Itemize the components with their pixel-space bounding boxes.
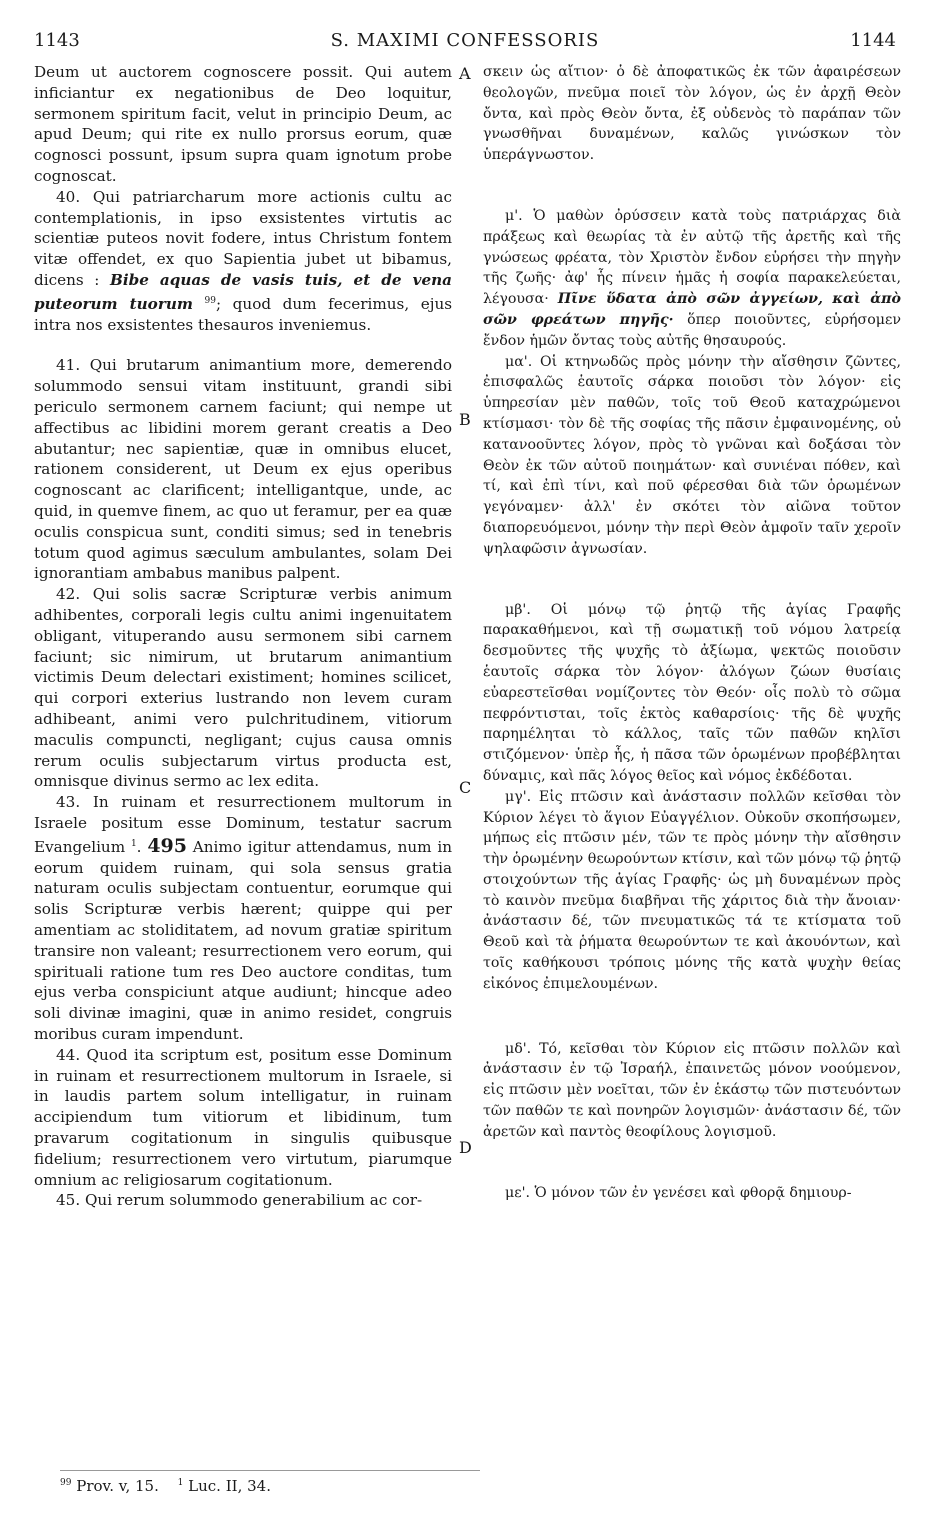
latin-43-text: 43. In ruinam et resurrectionem multorum in Israele positum esse Dominum, testatur sacrum Evangelium <box>34 793 452 856</box>
running-title: S. MAXIMI CONFESSORIS <box>330 30 600 51</box>
greek-paragraph-40 <box>483 206 901 352</box>
latin-40-text: 40. Qui patriarcharum more actionis cultu ac contemplationis, in ipso exsistentes virtutis ac scientiæ puteos novit fodere, intus Christum fontem vitæ offendet, ex quo Sapientia jubet ut bibamus, dicens : <box>34 187 452 289</box>
latin-43-tail: Animo igitur attendamus, num in eorum quidem ruinam, qui sola sensus gratia naturam oculis subjectam contuentur, eorumque qui solis Scripturæ verbis hærent; quippe qui per amentiam ac stoliditatem, ad novum gratiæ spiritum transire non valeant; resurrectionem vero eorum, qui spirituali ratione tum res Deo auctore conditas, tum ejus verba conspiciunt atque audiunt; hincque adeo soli divinæ imagini, quæ in animo residet, congruis moribus curam impendunt. <box>34 837 452 1043</box>
greek-paragraph-intro: σκειν ὡς αἴτιον· ὁ δὲ ἀποφατικῶς ἐκ τῶν ἀφαιρέσεων θεολογῶν, πνεῦμα ποιεῖ τὸν λόγον, ὡς ἐν ἀρχῇ Θεὸν ὄντα, καὶ πρὸς Θεὸν ὄντα, ἐξ οὐδενὸς τὸ παράπαν τῶν γνωσθῆναι δυναμένων, καλῶς γινώσκων τὸν ὑπεράγνωστον. <box>483 64 901 164</box>
page-header <box>34 30 896 58</box>
footnotes <box>60 1470 480 1499</box>
footnote-1-text: Prov. v, 15. <box>76 1477 159 1495</box>
latin-paragraph-43: 43. In ruinam et resurrectionem multorum in Israele positum esse Dominum, testatur sacrum Evangelium $^1$. 495 Animo igitur attendamus, num in eorum quidem ruinam, qui sola sensus gratia naturam oculis subjectam contuentur, eorumque qui solis Scripturæ verbis hærent; quippe qui per amentiam ac stoliditatem, ad novum gratiæ spiritum transire non valeant; resurrectionem vero eorum, qui spirituali ratione tum res Deo auctore conditas, tum ejus verba conspiciunt atque audiunt; hincque adeo soli divinæ imagini, quæ in animo residet, congruis moribus curam impendunt. <box>34 793 452 1043</box>
footnote-ref-99: 99 <box>204 295 216 306</box>
page-number-right: 1144 <box>850 30 896 51</box>
page-number-left: 1143 <box>34 30 80 51</box>
latin-paragraph-44: 44. Quod ita scriptum est, positum esse Dominum in ruinam et resurrectionem multorum in Israele, si in laudis partem solum intelligatur, in ruinam accipiendum tum vitiorum et libidinum, tum pravarum cogitationum in singulis quibusque fidelium; resurrectionem vero virtutum, piarumque omnium ac religiosarum cogitationum. <box>34 1045 452 1189</box>
greek-paragraph-42: μβ'. Οἱ μόνῳ τῷ ῥητῷ τῆς ἁγίας Γραφῆς παρακαθήμενοι, καὶ τῇ σωματικῇ τοῦ νόμου λατρείᾳ δεσμοῦντες τῆς ψυχῆς τὸ ἀξίωμα, ψεκτῶς ποιοῦσιν ἑαυτοῖς σάρκα τὸν λόγον· ἀλόγων ζώων θυσίαις εὐαρεστεῖσθαι νομίζοντες τὸν Θεόν· οἷς πολὺ τὸ σῶμα πεφρόντισται, τοῖς ἐκτὸς καθαρσίοις· τῆς δὲ ψυχῆς παρημέληται τὸ κάλλος, ταῖς τῶν παθῶν κηλῖσι στιζόμενον· ὑπὲρ ἧς, ἡ πᾶσα τῶν ὁρωμένων προβέβληται δύναμις, καὶ πᾶς λόγος θεῖος καὶ νόμος ἐκδέδοται. <box>483 601 901 784</box>
latin-40-quote: Bibe aquas de vasis tuis, et de vena puteorum tuorum <box>34 270 453 313</box>
footnote-2 <box>178 1477 271 1495</box>
latin-paragraph-intro: Deum ut auctorem cognoscere possit. Qui autem inficiantur ex negationibus de Deo loquitur, sermonem spiritum facit, velut in principio Deum, ac apud Deum; qui rite ex nullo prorsus eorum, quæ cognosci possunt, ipsum supra quam ignotum probe cognoscat. <box>34 63 452 185</box>
latin-40-tail: ; quod dum fecerimus, ejus intra nos exsistentes thesauros inveniemus. <box>34 294 453 334</box>
column-number-495: 495 <box>147 834 187 857</box>
greek-paragraph-44: μδ'. Τό, κεῖσθαι τὸν Κύριον εἰς πτῶσιν πολλῶν καὶ ἀνάστασιν ἐν τῷ Ἰσραήλ, ἐπαινετῶς μόνον νοούμενον, εἰς πτῶσιν μὲν νοεῖται, τῶν ἐν ἑκάστῳ τῶν πιστευόντων τῶν παθῶν τε καὶ πονηρῶν λογισμῶν· ἀνάστασιν δέ, τῶν ἀρετῶν καὶ παντὸς θεοφίλους λογισμοῦ. <box>483 1040 901 1140</box>
greek-paragraph-45: με'. Ὁ μόνον τῶν ἐν γενέσει καὶ φθορᾷ δημιουρ- <box>505 1184 852 1201</box>
greek-40-text: μ'. Ὁ μαθὼν ὀρύσσειν κατὰ τοὺς πατριάρχας διὰ πράξεως καὶ θεωρίας τὰ ἐν αὐτῷ τῆς ἀρετῆς καὶ τῆς γνώσεως φρέατα, τὸν Χριστὸν ἔνδον εὑρήσει τὴν πηγὴν τῆς ζωῆς· ἀφ' ἧς πίνειν ἡμᾶς ἡ σοφία παρακελεύεται, λέγουσα· <box>483 207 901 308</box>
footnote-2-text: Luc. II, 34. <box>188 1477 271 1495</box>
footnote-1 <box>60 1477 159 1495</box>
latin-paragraph-42: 42. Qui solis sacræ Scripturæ verbis animum adhibentes, corporali legis cultu animi ingenuitatem obligant, vituperando ausu sermonem sibi carnem faciunt; sic nimirum, ut brutarum animantium victimis Deum delectari existiment; homines scilicet, qui corpori exterius lustrando non levem curam adhibeant, animi vero pulchritudinem, vitiorum maculis compuncti, negligant; cujus causa omnis rerum oculis subjectarum virtus producta est, omnisque divinus sermo ac lex edita. <box>34 585 452 791</box>
greek-40-tail: ὅπερ ποιοῦντες, εὑρήσομεν ἔνδον ἡμῶν ὄντας τοὺς αὐτῆς θησαυρούς. <box>483 311 901 349</box>
greek-paragraph-43: μγ'. Εἰς πτῶσιν καὶ ἀνάστασιν πολλῶν κεῖσθαι τὸν Κύριον λέγει τὸ ἅγιον Εὐαγγέλιον. Οὐκοῦν σκοπήσωμεν, μήπως εἰς πτῶσιν μέν, τῶν τε πρὸς μόνην τὴν αἴσθησιν τὴν ὁρωμένην θεωρούντων κτίσιν, καὶ τῶν μόνῳ τῷ ῥητῷ στοιχούντων τῆς ἁγίας Γραφῆς· ὡς μὴ δυναμένων πρὸς τὸ καινὸν πνεῦμα διαβῆναι τῆς χάριτος διὰ τὴν ἄνοιαν· ἀνάστασιν δέ, τῶν πνευματικῶς τά τε κτίσματα τοῦ Θεοῦ καὶ τὰ ῥήματα θεωρούντων τε καὶ ἀκουόντων, καὶ τοῖς καθήκουσι τρόποις μόνης τῆς κατὰ ψυχὴν θείας εἰκόνος ἐπιμελουμένων. <box>483 788 901 992</box>
margin-letter-b: B <box>459 410 471 429</box>
footnote-ref-1: 1 <box>130 838 137 849</box>
margin-letter-d: D <box>459 1138 472 1157</box>
latin-paragraph-45: 45. Qui rerum solummodo generabilium ac cor- <box>56 1191 423 1210</box>
margin-letter-c: C <box>459 778 472 797</box>
greek-column <box>483 62 901 1203</box>
greek-40-quote: Πῖνε ὕδατα ἀπὸ σῶν ἀγγείων, καὶ ἀπὸ σῶν φρεάτων πηγῆς· <box>483 291 901 328</box>
footnote-1-mark: 99 <box>60 1478 72 1488</box>
footnote-2-mark: 1 <box>177 1478 184 1488</box>
latin-paragraph-40 <box>34 187 452 336</box>
greek-paragraph-41: μα'. Οἱ κτηνωδῶς πρὸς μόνην τὴν αἴσθησιν ζῶντες, ἐπισφαλῶς ἑαυτοῖς σάρκα ποιοῦσι τὸν λόγον· εἰς ὑπηρεσίαν μὲν παθῶν, τοῖς τοῦ Θεοῦ καταχρώμενοι κτίσμασι· τὸν δὲ τῆς σοφίας τῆς πᾶσιν ἐμφαινομένης, οὐ κατανοοῦντες λόγον, πρὸς τὸ γνῶναι καὶ δοξάσαι τὸν Θεὸν ἐκ τῶν αὐτοῦ ποιημάτων· καὶ συνιέναι πόθεν, καὶ τί, καὶ ἐπὶ τίνι, καὶ ποῦ φέρεσθαι διὰ τῶν ὁρωμένων γεγόναμεν· ἀλλ' ἐν σκότει τὸν αἰῶνα τοῦτον διαπορευόμενοι, μόνην τὴν περὶ Θεὸν ἀμφοῖν ταῖν χεροῖν ψηλαφῶσιν ἀγνωσίαν. <box>483 353 901 557</box>
margin-letter-a: A <box>459 64 471 83</box>
latin-paragraph-41: 41. Qui brutarum animantium more, demerendo solummodo sensui vitam instituunt, grandi sibi periculo sermonem carnem faciunt; qui nempe ut affectibus ac libidini morem gerant creatis a Deo abutantur; nec sapientiæ, quæ in omnibus elucet, rationem considerent, ut Deum ex ejus operibus cognoscant ac clarificent; intelligantque, unde, ac quid, in quemve finem, ac quo ut feramur, per ea quæ oculis conspicua sunt, conditi simus; sed in tenebris totum quod agimus sæculum ambulantes, solam Dei ignorantiam ambabus manibus palpent. <box>34 356 452 583</box>
latin-column <box>34 62 452 1211</box>
